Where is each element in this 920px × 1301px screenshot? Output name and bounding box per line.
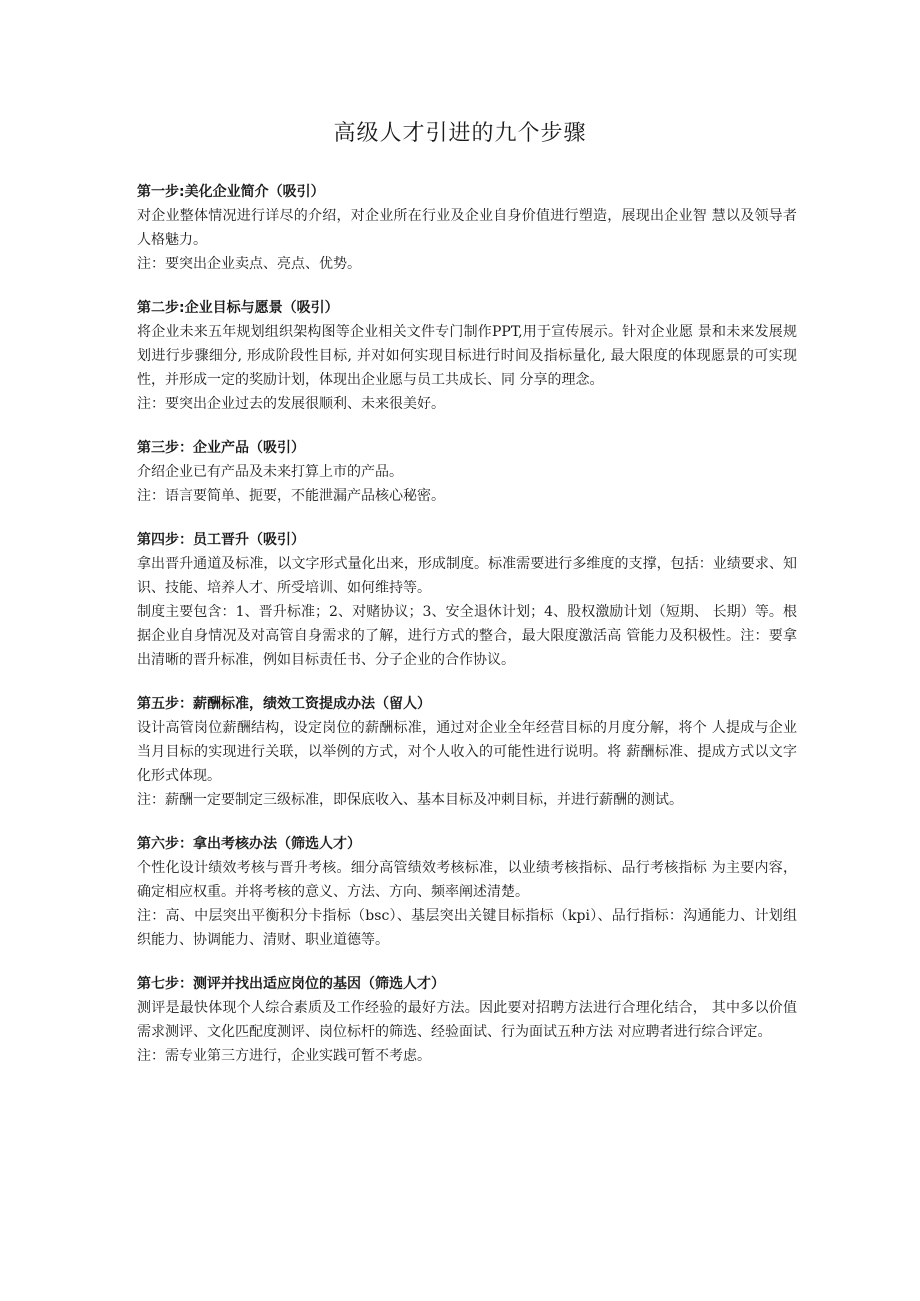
paragraph: 对企业整体情况进行详尽的介绍，对企业所在行业及企业自身价值进行塑造，展现出企业智 慧以及领导者人格魅力。 — [137, 208, 797, 248]
paragraph: 制度主要包含：1、晋升标准；2、对赌协议；3、安全退休计划；4、股权激励计划（短期、 长期）等。根据企业自身情况及对高管自身需求的了解，进行方式的整合，最大限度激活高 管能力及积极性。注：要拿出清晰的晋升标准，例如目标责任书、分子企业的合作协议。 — [137, 604, 797, 668]
note-paragraph: 注：要突出企业过去的发展很顺利、未来很美好。 — [137, 396, 445, 412]
section-step-4 — [137, 528, 797, 672]
section-step-7 — [137, 972, 797, 1068]
paragraph: 拿出晋升通道及标准，以文字形式量化出来，形成制度。标准需要进行多维度的支撑，包括：业绩要求、知识、技能、培养人才、所受培训、如何维持等。 — [137, 556, 797, 596]
section-step-5 — [137, 692, 797, 812]
section-step-1 — [137, 180, 797, 276]
paragraph: 设计高管岗位薪酬结构，设定岗位的薪酬标准，通过对企业全年经营目标的月度分解，将个 人提成与企业当月目标的实现进行关联，以举例的方式，对个人收入的可能性进行说明。将 薪酬标准、提成方式以文字化形式体现。 — [137, 720, 797, 784]
section-heading: 第一步:美化企业简介（吸引） — [137, 184, 325, 200]
section-heading: 第二步:企业目标与愿景（吸引） — [137, 300, 339, 316]
paragraph: 将企业未来五年规划组织架构图等企业相关文件专门制作PPT,用于宣传展示。针对企业愿 景和未来发展规划进行步骤细分, 形成阶段性目标, 并对如何实现目标进行时间及指标量化, 最大限度的体现愿景的可实现性，并形成一定的奖励计划，体现出企业愿与员工共成长、同 分享的理念。 — [137, 324, 797, 388]
note-paragraph: 注：要突出企业卖点、亮点、优势。 — [137, 256, 361, 272]
section-heading: 第六步：拿出考核办法（筛选人才） — [137, 836, 361, 852]
note-paragraph: 注：需专业第三方进行，企业实践可暂不考虑。 — [137, 1048, 431, 1064]
section-heading: 第五步：薪酬标准，绩效工资提成办法（留人） — [137, 696, 431, 712]
section-heading: 第三步：企业产品（吸引） — [137, 440, 305, 456]
section-step-2 — [137, 296, 797, 416]
note-paragraph: 注：薪酬一定要制定三级标准，即保底收入、基本目标及冲刺目标，并进行薪酬的测试。 — [137, 792, 683, 808]
paragraph: 测评是最快体现个人综合素质及工作经验的最好方法。因此要对招聘方法进行合理化结合， 其中多以价值需求测评、文化匹配度测评、岗位标杆的筛选、经验面试、行为面试五种方法 对应聘者进行综合评定。 — [137, 1000, 797, 1040]
note-paragraph: 注：高、中层突出平衡积分卡指标（bsc）、基层突出关键目标指标（kpi）、品行指标：沟通能力、计划组织能力、协调能力、清财、职业道德等。 — [137, 908, 797, 948]
paragraph: 介绍企业已有产品及未来打算上市的产品。 — [137, 464, 403, 480]
section-step-6 — [137, 832, 797, 952]
document-title: 高级人才引进的九个步骤 — [333, 121, 587, 146]
note-paragraph: 注：语言要简单、扼要，不能泄漏产品核心秘密。 — [137, 488, 445, 504]
section-heading: 第七步：测评并找出适应岗位的基因（筛选人才） — [137, 976, 445, 992]
section-step-3 — [137, 436, 797, 508]
paragraph: 个性化设计绩效考核与晋升考核。细分高管绩效考核标准，以业绩考核指标、品行考核指标 为主要内容，确定相应权重。并将考核的意义、方法、方向、频率阐述清楚。 — [137, 860, 797, 900]
document-body — [137, 180, 797, 1088]
section-heading: 第四步：员工晋升（吸引） — [137, 532, 305, 548]
